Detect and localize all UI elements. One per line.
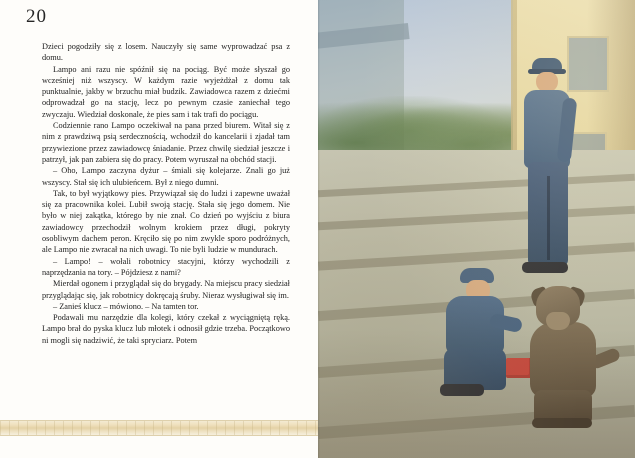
paragraph: Mierdał ogonem i przyglądał się do brygady. Na miejscu pracy siedział przyglądając się, jak robotnicy dokręcają śruby. Nieraz wysługiwał się im. [42, 279, 290, 300]
railwayman-face [536, 72, 558, 92]
right-illustration-page [318, 0, 635, 458]
page-number: 20 [26, 6, 47, 27]
boy-shoes [440, 384, 484, 396]
watercolour-illustration [318, 0, 635, 458]
paragraph: Lampo ani razu nie spóźnił się na pociąg. Być może słyszał go wcześniej niż wszyscy. W każdym razie wyjeżdżał z domu tak punktualnie, jakby w brzuchu miał budzik. Zawiadowca razem z dziećmi odprowadzał go na stację, lecz po pewnym czasie zaniechał tego zwyczaju. Wiedział doskonale, że pies sam i tak trafi do pociągu. [42, 64, 290, 119]
dog-body [530, 322, 596, 398]
paragraph: – Zanieś klucz – mówiono. – Na tamten tor. [53, 301, 199, 311]
dog-paws [532, 418, 592, 428]
dog-snout [546, 312, 570, 330]
paragraph: Tak, to był wyjątkowy pies. Przywiązał się do ludzi i zapewne uważał się za pracownika kolei. Lubił swoją stację. Stała się jego domem. Nie było w niej zakątka, którego by nie znał. Co dzień po wyjściu z biura zawiadowcy przechodził wolnym krokiem przez długi, pokryty osobliwym dachem peron. Kręciło się po nim zwykle sporo podróżnych, ale Lampo nie zwracał na nich uwagi. To nie byli ludzie w mundurach. [42, 188, 290, 255]
page-gutter [318, 0, 320, 458]
paragraph: Podawali mu narzędzie dla kolegi, który czekał z wyciągniętą ręką. Lampo brał do pyska klucz lub młotek i odnosił gdzie trzeba. Początkowo ni mogli się nadziwić, że taki spryciarz. Potem [42, 313, 290, 345]
figure-railwayman [514, 58, 586, 288]
railwayman-shoes [522, 262, 568, 273]
body-text [42, 41, 290, 346]
decorative-ribbon [0, 420, 318, 436]
paragraph: Dzieci pogodziły się z losem. Nauczyły się same wyprowadzać psa z domu. [42, 42, 290, 63]
paragraph: Codziennie rano Lampo oczekiwał na pana przed biurem. Witał się z nim z prawdziwą psią serdecznością, wchodził do kancelarii i zjadał tam przywiezione przez zawiadowcę śniadanie. Przez chwilę siedział jeszcze i patrzył, jak pan zabiera się do pracy. Potem wyruszał na obchód stacji. [42, 121, 290, 164]
railwayman-leg-split [547, 176, 550, 260]
figure-dog [524, 286, 620, 432]
paragraph: – Lampo! – wołali robotnicy stacyjni, którzy wychodzili z naprzędzania na tory. – Pójdziesz z nami? [42, 256, 290, 277]
figure-boy [434, 268, 526, 404]
paragraph: – Oho, Lampo zaczyna dyżur – śmiali się kolejarze. Znali go już wszyscy. Stał się ich ulubieńcem. Był z niego dumni. [42, 166, 290, 187]
